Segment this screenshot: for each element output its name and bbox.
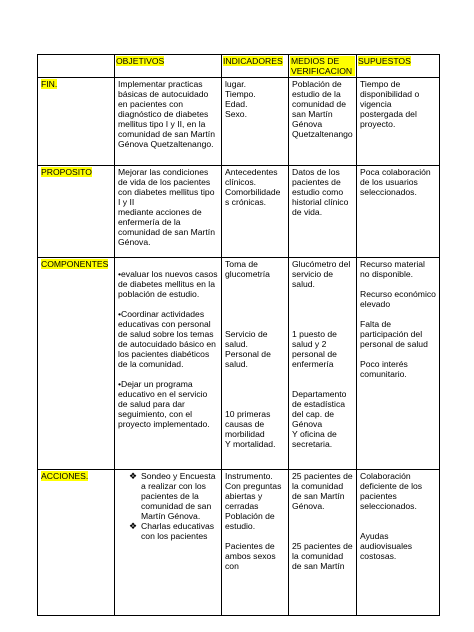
componentes-objetivo-1: •evaluar los nuevos casos de diabetes mellitus en la población de estudio.	[118, 269, 218, 299]
acciones-objetivo-1: Sondeo y Encuesta a realizar con los pacientes de la comunidad de san Martín Génova.	[141, 471, 216, 521]
spacer	[360, 349, 436, 359]
objetivo-cell	[115, 166, 222, 258]
componentes-indicador-2: Servicio de salud. Personal de salud.	[225, 329, 271, 369]
componentes-supuesto-4: Poco interés comunitario.	[360, 359, 408, 379]
componentes-supuesto-2: Recurso económico elevado	[360, 289, 436, 309]
indicadores-cell	[222, 166, 289, 258]
acciones-supuesto-2: Ayudas audiovisuales costosas.	[360, 531, 413, 561]
objetivo-cell	[115, 78, 222, 166]
fin-medios: Población de estudio de la comunidad de san Martín Génova Quetzaltenango	[292, 79, 353, 139]
row-label-componentes: COMPONENTES	[41, 259, 109, 269]
row-label-cell	[38, 470, 115, 616]
componentes-objetivo-2: •Coordinar actividades educativas con personal de salud sobre los temas de autocuidado básico en los pacientes diabéticos de la comunidad.	[118, 309, 216, 369]
componentes-medio-3: Departamento de estadística del cap. de Génova Y oficina de secretaria.	[292, 389, 347, 449]
header-indicadores: INDICADORES	[223, 56, 283, 66]
componentes-supuesto-3: Falta de participación del personal de salud	[360, 319, 428, 349]
spacer	[360, 511, 436, 531]
medios-cell	[289, 78, 357, 166]
row-label-cell	[38, 78, 115, 166]
fin-supuestos: Tiempo de disponibilidad o vigencia postergada del proyecto.	[360, 79, 420, 129]
acciones-objetivo-2: Charlas educativas con los pacientes	[141, 521, 215, 541]
componentes-medio-2: 1 puesto de salud y 2 personal de enfermería	[292, 329, 337, 369]
header-indicadores-cell	[222, 55, 289, 78]
fin-indicadores: lugar. Tiempo. Edad. Sexo.	[225, 79, 256, 119]
componentes-objetivo-3: •Dejar un programa educativo en el servicio de salud para dar seguimiento, con el proyecto implementado.	[118, 379, 210, 429]
indicadores-cell	[222, 78, 289, 166]
componentes-indicador-1: Toma de glucometría	[225, 259, 270, 279]
four-point-star-icon: ❖	[129, 471, 138, 481]
row-componentes	[38, 258, 440, 470]
header-empty-cell	[38, 55, 115, 78]
spacer	[292, 289, 353, 329]
objetivo-cell	[115, 470, 222, 616]
indicadores-cell	[222, 258, 289, 470]
row-label-acciones: ACCIONES.	[41, 471, 89, 481]
medios-cell	[289, 166, 357, 258]
acciones-medio-2: 25 pacientes de la comunidad de san Martín	[292, 541, 353, 571]
proposito-indicadores: Antecedentes clínicos. Comorbilidade s crónicas.	[225, 167, 281, 207]
fin-objetivo: Implementar practicas básicas de autocuidado en pacientes con diagnóstico de diabetes mellitus tipo I y II, en la comunidad de san Martín Génova Quetzaltenango.	[118, 79, 215, 149]
header-row	[38, 55, 440, 78]
medios-cell	[289, 258, 357, 470]
row-label-cell	[38, 166, 115, 258]
indicadores-cell	[222, 470, 289, 616]
spacer	[225, 369, 285, 409]
row-acciones	[38, 470, 440, 616]
supuestos-cell	[357, 78, 440, 166]
componentes-indicador-3: 10 primeras causas de morbilidad Y mortalidad.	[225, 409, 276, 449]
medios-cell	[289, 470, 357, 616]
spacer	[118, 259, 218, 269]
supuestos-cell	[357, 166, 440, 258]
objetivo-cell	[115, 258, 222, 470]
list-item	[129, 521, 218, 541]
spacer	[292, 369, 353, 389]
row-label-fin: FIN.	[41, 79, 58, 89]
supuestos-cell	[357, 470, 440, 616]
spacer	[292, 511, 353, 541]
spacer	[360, 309, 436, 319]
header-objetivos: OBJETIVOS	[116, 56, 165, 66]
row-label-cell	[38, 258, 115, 470]
componentes-medio-1: Glucómetro del servicio de salud.	[292, 259, 351, 289]
proposito-supuestos: Poca colaboración de los usuarios seleccionados.	[360, 167, 431, 197]
proposito-medios: Datos de los pacientes de estudio como historial clínico de vida.	[292, 167, 349, 217]
spacer	[360, 279, 436, 289]
acciones-indicador-2: Pacientes de ambos sexos con	[225, 541, 276, 571]
acciones-medio-1: 25 pacientes de la comunidad de san Martín Génova.	[292, 471, 353, 511]
spacer	[118, 299, 218, 309]
acciones-supuesto-1: Colaboración deficiente de los pacientes seleccionados.	[360, 471, 423, 511]
row-proposito	[38, 166, 440, 258]
header-medios: MEDIOS DE VERIFICACION	[290, 56, 355, 76]
supuestos-cell	[357, 258, 440, 470]
row-label-proposito: PROPOSITO	[41, 167, 92, 177]
four-point-star-icon: ❖	[129, 521, 138, 531]
header-supuestos-cell	[357, 55, 440, 78]
list-item	[129, 471, 218, 521]
spacer	[225, 279, 285, 329]
acciones-list	[118, 471, 218, 541]
componentes-supuesto-1: Recurso material no disponible.	[360, 259, 425, 279]
spacer	[118, 369, 218, 379]
proposito-objetivo: Mejorar las condiciones de vida de los pacientes con diabetes mellitus tipo I y II mediante acciones de enfermería de la comunidad de san Martín Génova.	[118, 167, 215, 247]
row-fin	[38, 78, 440, 166]
header-medios-cell	[289, 55, 357, 78]
header-objetivos-cell	[115, 55, 222, 78]
spacer	[225, 531, 285, 541]
logical-framework-table	[37, 54, 440, 616]
acciones-indicador-1: Instrumento. Con preguntas abiertas y cerradas Población de estudio.	[225, 471, 282, 531]
header-supuestos: SUPUESTOS	[358, 56, 411, 66]
